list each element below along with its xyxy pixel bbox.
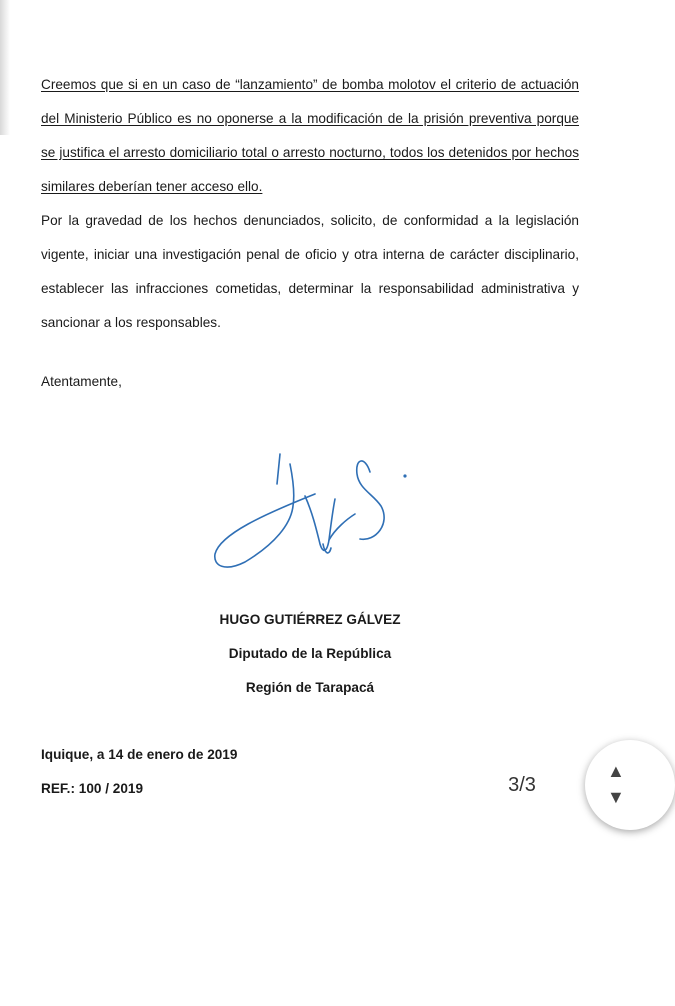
chevron-down-icon: ▼	[607, 787, 625, 807]
scroll-button[interactable]	[585, 740, 675, 830]
signer-name: HUGO GUTIÉRREZ GÁLVEZ	[219, 612, 401, 627]
reference-number: REF.: 100 / 2019	[41, 781, 144, 796]
signer-region: Región de Tarapacá	[245, 680, 375, 695]
date-line: Iquique, a 14 de enero de 2019	[41, 747, 238, 762]
page-indicator: 3/3	[487, 763, 557, 807]
closing-salutation: Atentamente,	[41, 374, 122, 389]
paragraph-underlined: Creemos que si en un caso de “lanzamiento” de bomba molotov el criterio de actuación del Ministerio Público es no oponerse a la modificación de la prisión preventiva porque se justifica el arresto domiciliario total o arresto nocturno, todos los detenidos por hechos similares deberían tener acceso ello.	[41, 77, 579, 194]
handwritten-signature	[205, 444, 420, 594]
chevron-up-icon: ▲	[607, 761, 625, 781]
signer-role: Diputado de la República	[228, 646, 392, 661]
paragraph-request: Por la gravedad de los hechos denunciados, solicito, de conformidad a la legislación vigente, iniciar una investigación penal de oficio y otra interna de carácter disciplinario, establecer las infracciones cometidas, determinar la responsabilidad administrativa y sancionar a los responsables.	[41, 213, 579, 330]
